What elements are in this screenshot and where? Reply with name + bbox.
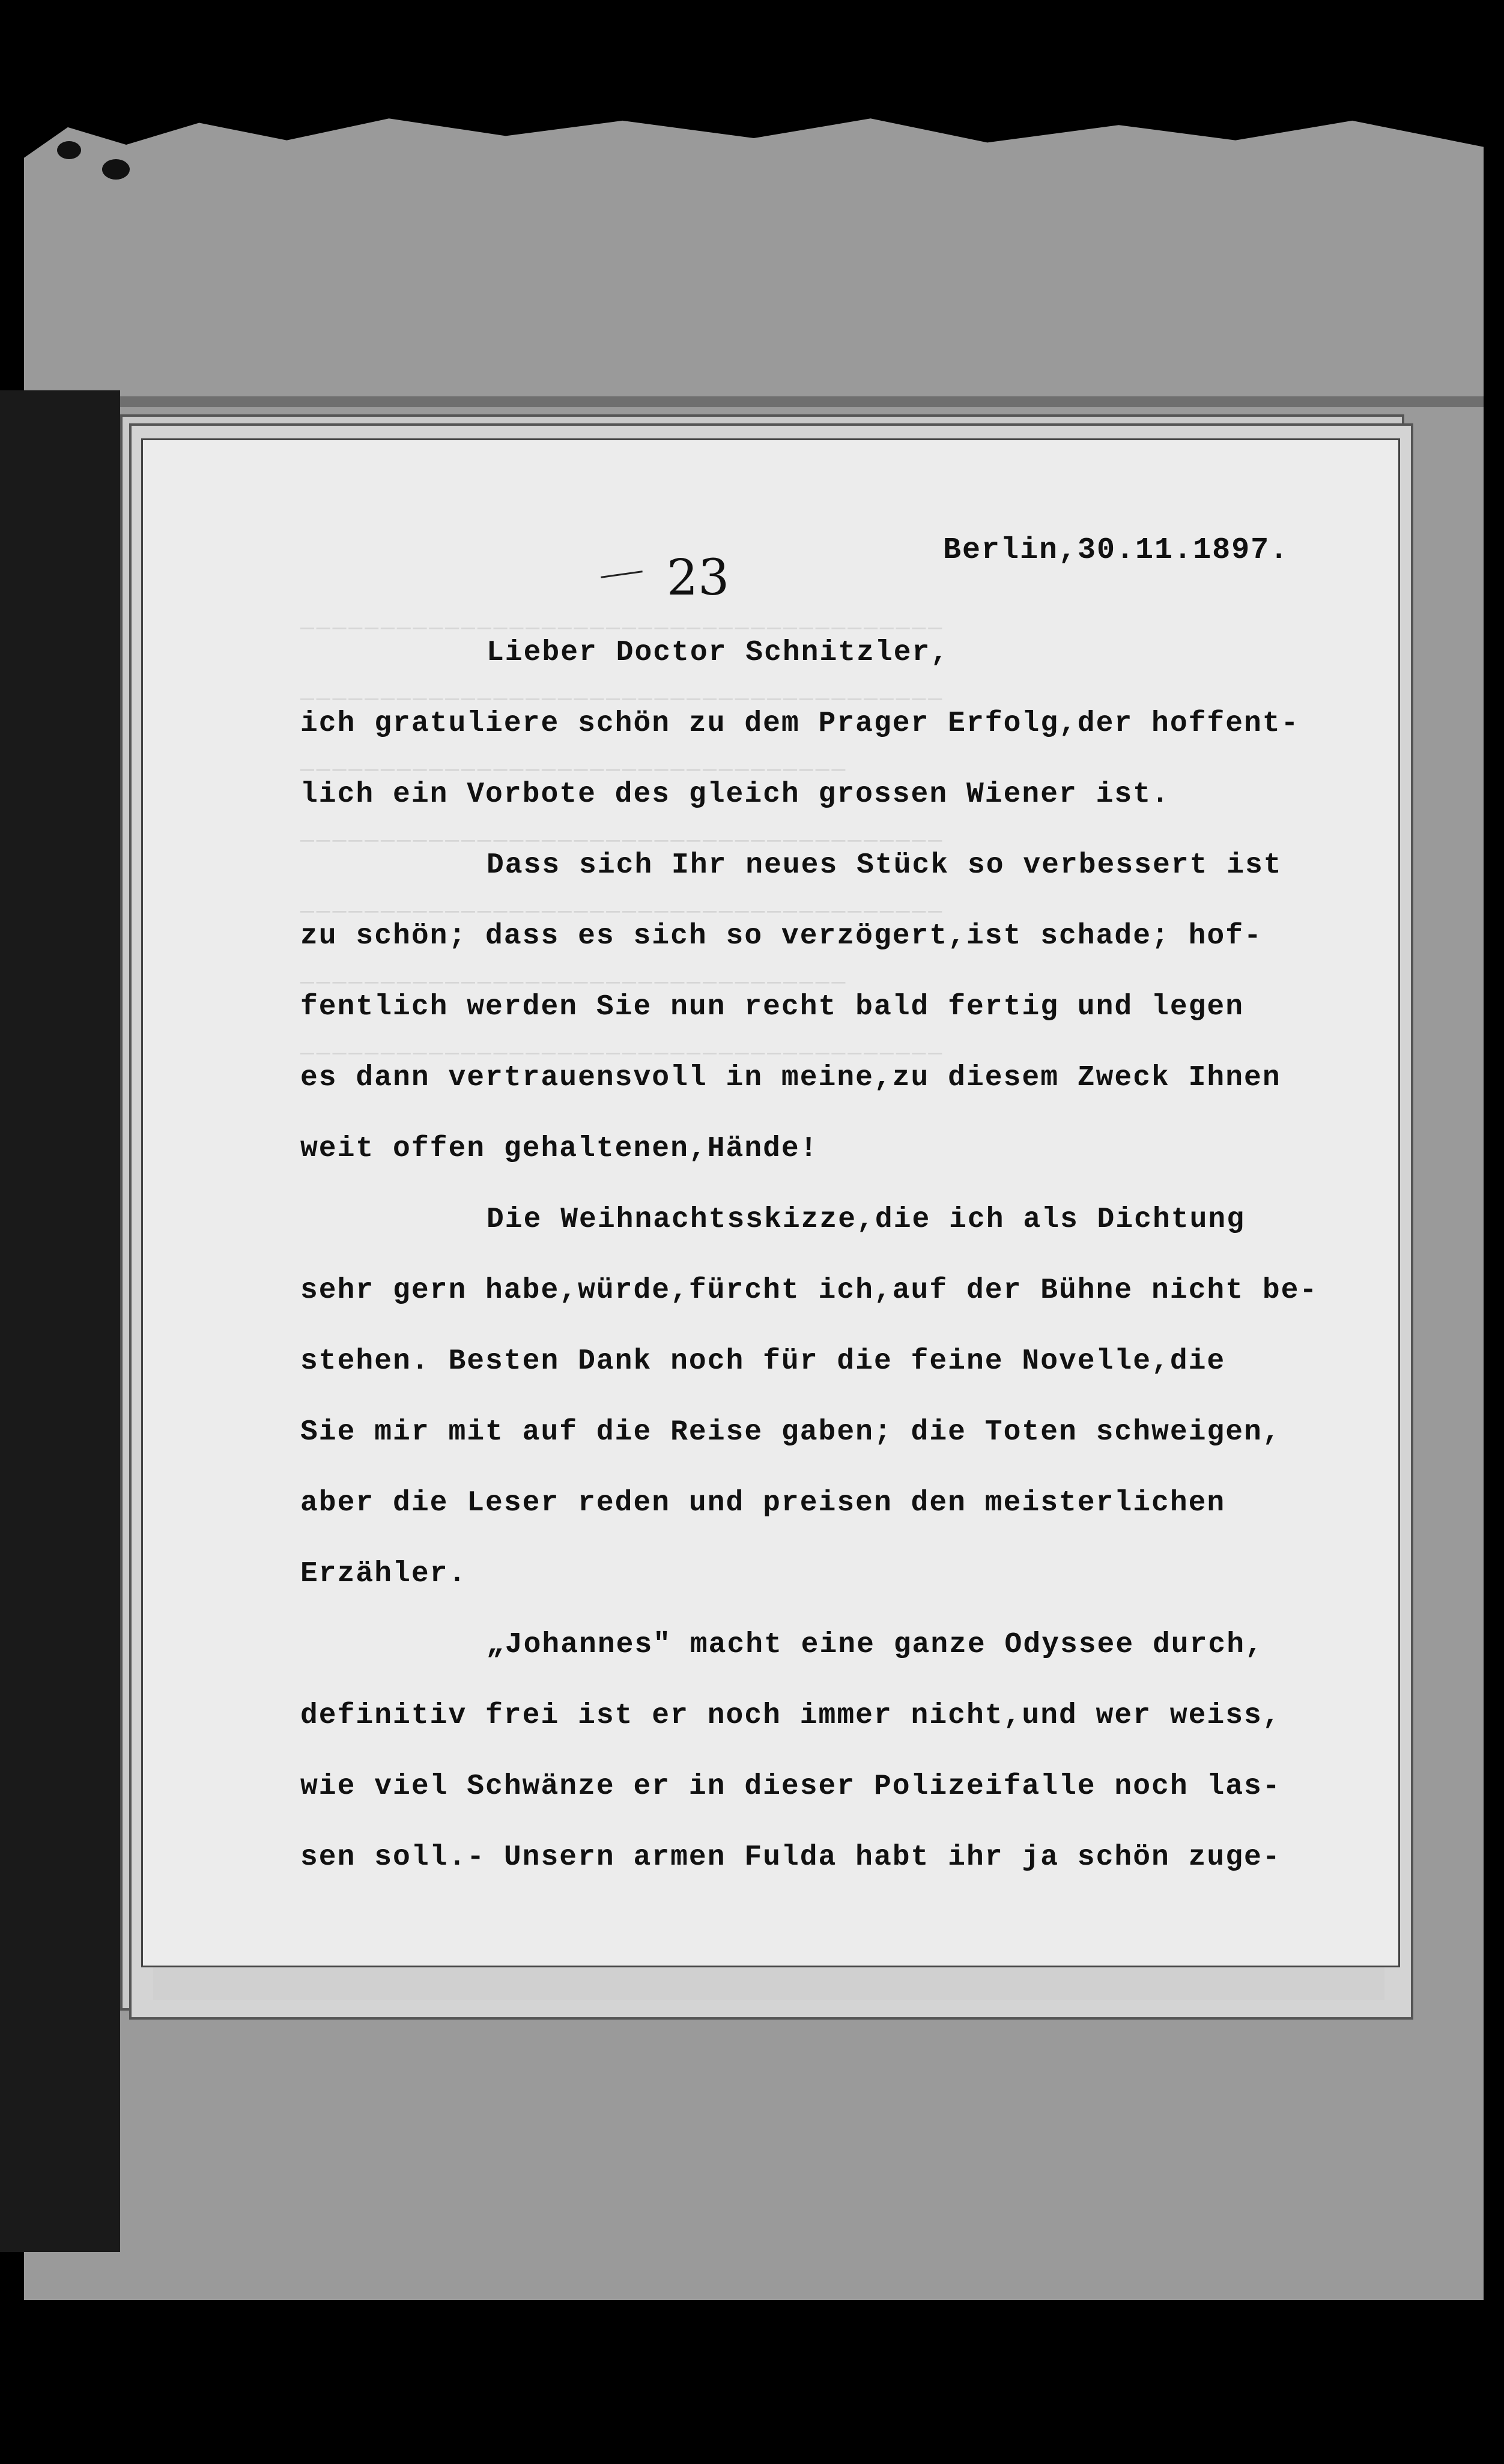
body-line: lich ein Vorbote des gleich grossen Wiener ist.	[300, 778, 1170, 811]
salutation: Lieber Doctor Schnitzler,	[487, 637, 950, 669]
ink-smudge	[102, 159, 130, 180]
body-line: „Johannes" macht eine ganze Odyssee durch,	[487, 1629, 1264, 1661]
underlying-sheet	[153, 1964, 1384, 2000]
left-margin-shadow	[0, 390, 120, 2252]
body-line: es dann vertrauensvoll in meine,zu diesem Zweck Ihnen	[300, 1062, 1281, 1094]
body-line: aber die Leser reden und preisen den meisterlichen	[300, 1487, 1226, 1519]
body-line: stehen. Besten Dank noch für die feine Novelle,die	[300, 1345, 1226, 1378]
body-line: Dass sich Ihr neues Stück so verbessert ist	[487, 849, 1282, 882]
ink-smudge	[57, 141, 81, 159]
page-number: 23	[667, 549, 730, 607]
show-through-text: ──────────────────────────────────────── ──────────────────────────────────────── ────────────────────────────────── ──────────────────────────────────────── ──────────────────────────────────────── ────────────────────────────────── ────────────────────────────────────────	[300, 617, 945, 1068]
body-line: zu schön; dass es sich so verzögert,ist schade; hof-	[300, 920, 1263, 952]
body-line: weit offen gehaltenen,Hände!	[300, 1133, 819, 1165]
letter-date: Berlin,30.11.1897.	[943, 533, 1290, 568]
body-line: wie viel Schwänze er in dieser Polizeifalle noch las-	[300, 1770, 1281, 1803]
body-line: Die Weihnachtsskizze,die ich als Dichtung	[487, 1203, 1245, 1236]
body-line: ich gratuliere schön zu dem Prager Erfolg,der hoffent-	[300, 707, 1300, 740]
body-line: fentlich werden Sie nun recht bald fertig und legen	[300, 991, 1245, 1023]
body-line: sen soll.- Unsern armen Fulda habt ihr ja schön zuge-	[300, 1841, 1281, 1874]
body-line: Erzähler.	[300, 1558, 467, 1590]
fold-line	[24, 396, 1484, 407]
body-line: sehr gern habe,würde,fürcht ich,auf der Bühne nicht be-	[300, 1274, 1318, 1307]
body-line: definitiv frei ist er noch immer nicht,und wer weiss,	[300, 1700, 1281, 1732]
body-line: Sie mir mit auf die Reise gaben; die Toten schweigen,	[300, 1416, 1281, 1448]
letter-body	[300, 637, 1333, 1912]
